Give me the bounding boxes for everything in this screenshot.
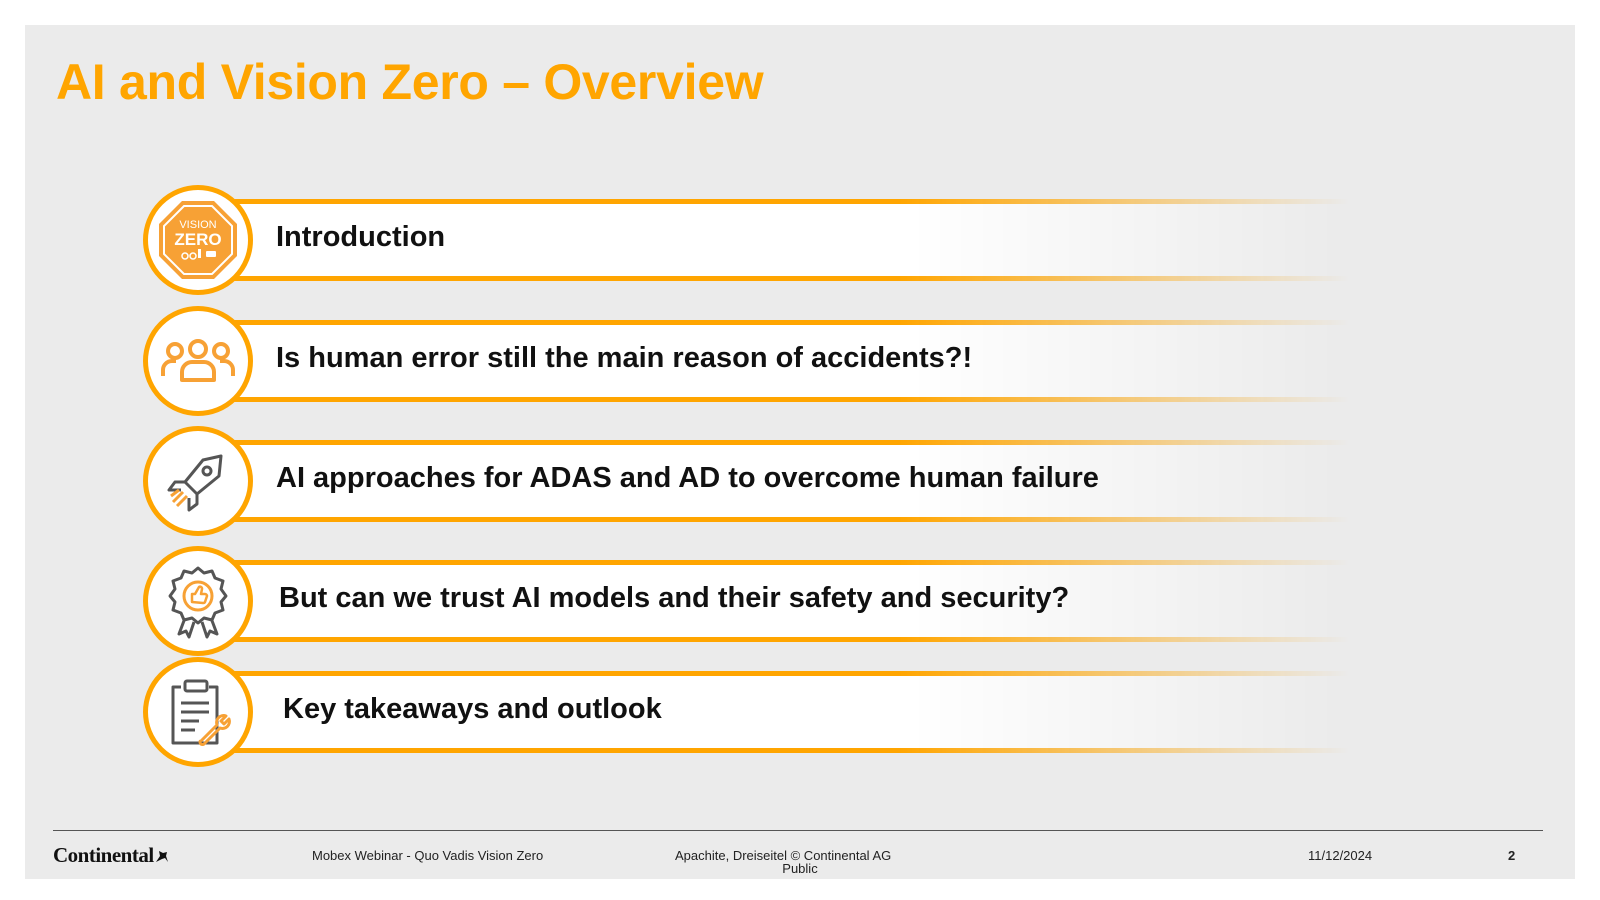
agenda-item-trust-ai[interactable] — [143, 546, 1373, 656]
agenda-item-introduction[interactable] — [143, 185, 1373, 295]
page-number: 2 — [1508, 848, 1516, 863]
clipboard-wrench-icon — [143, 657, 253, 767]
agenda-item-ai-approaches[interactable] — [143, 426, 1373, 536]
people-group-icon — [143, 306, 253, 416]
slide-title: AI and Vision Zero – Overview — [56, 54, 764, 110]
agenda-label[interactable]: But can we trust AI models and their safety and security? — [279, 582, 1070, 614]
agenda-label[interactable]: Is human error still the main reason of accidents?! — [276, 342, 973, 374]
footer-event: Mobex Webinar - Quo Vadis Vision Zero — [312, 848, 544, 863]
footer-divider — [53, 830, 1543, 831]
badge-line2: ZERO — [174, 230, 222, 249]
footer-authors: Apachite, Dreiseitel © Continental AG — [675, 848, 892, 863]
footer-date: 11/12/2024 — [1308, 848, 1373, 863]
thumbs-up-award-icon — [143, 546, 253, 656]
agenda-label[interactable]: AI approaches for ADAS and AD to overcome human failure — [276, 462, 1099, 494]
agenda-label[interactable]: Introduction — [276, 221, 446, 253]
vision-zero-logo-icon — [143, 185, 253, 295]
classification-label: Public — [782, 861, 818, 876]
rocket-icon — [143, 426, 253, 536]
agenda-label[interactable]: Key takeaways and outlook — [283, 693, 662, 725]
agenda-item-key-takeaways[interactable] — [143, 657, 1373, 767]
slide — [25, 25, 1575, 879]
agenda-item-human-error[interactable] — [143, 306, 1373, 416]
badge-line1: VISION — [179, 219, 217, 231]
continental-logo: Continental — [53, 843, 170, 868]
